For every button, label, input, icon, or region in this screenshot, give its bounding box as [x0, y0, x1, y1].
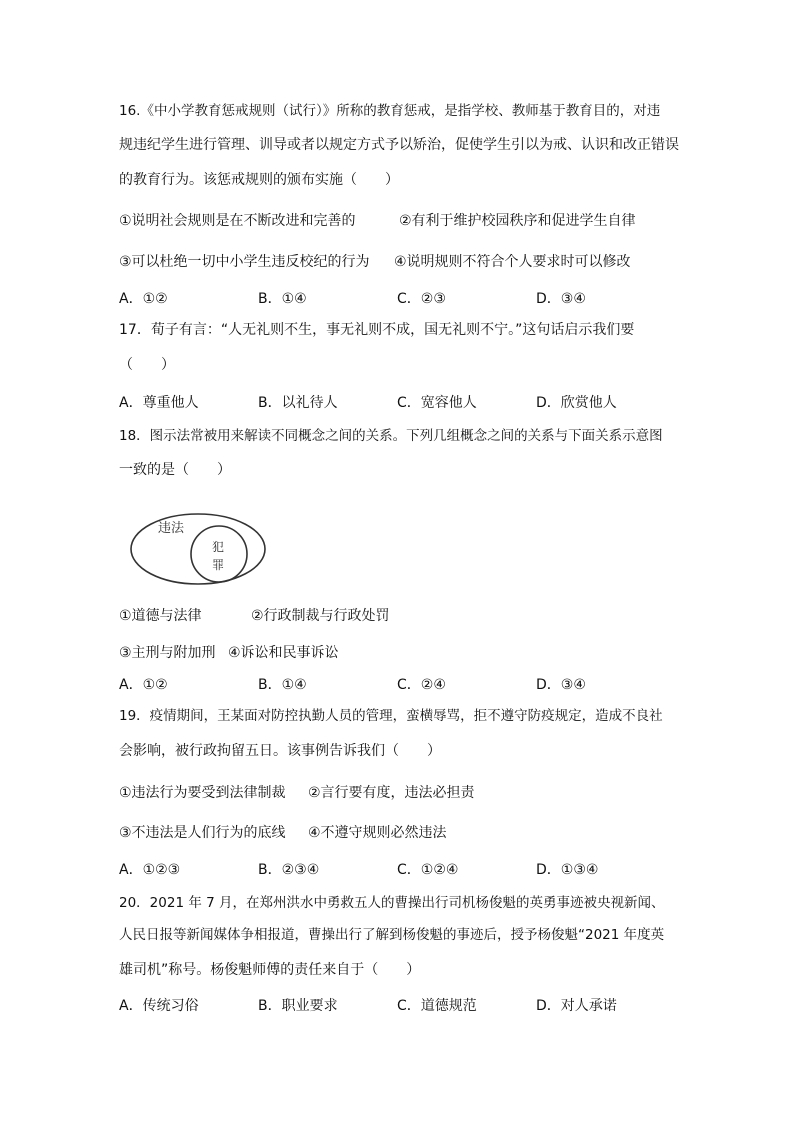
q19-stem-line-2: 会影响，被行政拘留五日。该事例告诉我们（ ） [119, 743, 441, 759]
q16-choice-row-2 [119, 252, 631, 272]
q19-option-a[interactable]: A．①②③ [119, 862, 181, 878]
q16-stem-line-3: 的教育行为。该惩戒规则的颁布实施（ ） [119, 172, 399, 188]
q19-options [119, 860, 679, 880]
q16-choice-3: ③可以杜绝一切中小学生违反校纪的行为 [119, 254, 370, 270]
q18-choice-2: ②行政制裁与行政处罚 [251, 608, 390, 624]
q17-options [119, 393, 679, 413]
q16-option-a[interactable]: A．①② [119, 291, 168, 307]
q19-choice-row-2 [119, 823, 447, 843]
q17-option-d[interactable]: D．欣赏他人 [536, 395, 617, 411]
q20-stem-line-3: 雄司机”称号。杨俊魁师傅的责任来自于（ ） [119, 962, 421, 978]
q19-choice-1: ①违法行为要受到法律制裁 [119, 785, 286, 801]
venn-diagram [128, 512, 268, 588]
q18-option-b[interactable]: B．①④ [258, 677, 307, 693]
q19-choice-4: ④不遵守规则必然违法 [308, 825, 447, 841]
q20-option-c[interactable]: C．道德规范 [397, 998, 477, 1014]
q19-choice-2: ②言行要有度，违法必担责 [308, 785, 475, 801]
q19-option-b[interactable]: B．②③④ [258, 862, 320, 878]
q19-choice-row-1 [119, 783, 475, 803]
q20-stem-line-1: 20．2021 年 7 月，在郑州洪水中勇救五人的曹操出行司机杨俊魁的英勇事迹被央视新闻、 [119, 895, 665, 911]
q20-stem-line-2: 人民日报等新闻媒体争相报道，曹操出行了解到杨俊魁的事迹后，授予杨俊魁“2021 年度英 [119, 927, 665, 943]
outer-label: 违法 [158, 521, 185, 536]
q20-option-a[interactable]: A．传统习俗 [119, 998, 199, 1014]
q18-option-d[interactable]: D．③④ [536, 677, 586, 693]
q18-stem-line-2: 一致的是（ ） [119, 462, 231, 478]
q18-choice-row-1 [119, 606, 390, 626]
q16-choice-row-1 [119, 211, 636, 231]
inner-label-2: 罪 [212, 558, 225, 572]
q18-choice-1: ①道德与法律 [119, 608, 202, 624]
q17-option-c[interactable]: C．宽容他人 [397, 395, 477, 411]
q17-option-b[interactable]: B．以礼待人 [258, 395, 338, 411]
q18-choice-row-2 [119, 643, 339, 663]
q20-option-b[interactable]: B．职业要求 [258, 998, 338, 1014]
q18-stem-line-1: 18．图示法常被用来解读不同概念之间的关系。下列几组概念之间的关系与下面关系示意图 [119, 428, 663, 444]
inner-circle [191, 526, 247, 582]
q16-choice-2: ②有利于维护校园秩序和促进学生自律 [399, 213, 636, 229]
q20-options [119, 996, 679, 1016]
q16-choice-1: ①说明社会规则是在不断改进和完善的 [119, 213, 356, 229]
q17-option-a[interactable]: A．尊重他人 [119, 395, 199, 411]
q16-option-d[interactable]: D．③④ [536, 291, 586, 307]
q16-stem-line-1: 16.《中小学教育惩戒规则（试行）》所称的教育惩戒，是指学校、教师基于教育目的，对违 [119, 103, 661, 119]
q19-option-d[interactable]: D．①③④ [536, 862, 599, 878]
q19-stem-line-1: 19．疫情期间，王某面对防控执勤人员的管理，蛮横辱骂，拒不遵守防疫规定，造成不良社 [119, 708, 663, 724]
q16-options [119, 289, 679, 309]
q17-stem-line-1: 17．荀子有言：“人无礼则不生，事无礼则不成，国无礼则不宁。”这句话启示我们要 [119, 322, 635, 338]
q19-option-c[interactable]: C．①②④ [397, 862, 459, 878]
inner-label-1: 犯 [212, 540, 225, 554]
q18-choice-3: ③主刑与附加刑 [119, 645, 216, 661]
q20-option-d[interactable]: D．对人承诺 [536, 998, 617, 1014]
q16-stem-line-2: 规违纪学生进行管理、训导或者以规定方式予以矫治，促使学生引以为戒、认识和改正错误 [119, 137, 679, 153]
q16-option-b[interactable]: B．①④ [258, 291, 307, 307]
q18-options [119, 675, 679, 695]
q18-option-a[interactable]: A．①② [119, 677, 168, 693]
q16-choice-4: ④说明规则不符合个人要求时可以修改 [394, 254, 631, 270]
q16-option-c[interactable]: C．②③ [397, 291, 446, 307]
q18-choice-4: ④诉讼和民事诉讼 [228, 645, 339, 661]
q18-option-c[interactable]: C．②④ [397, 677, 446, 693]
q19-choice-3: ③不违法是人们行为的底线 [119, 825, 286, 841]
q17-stem-line-2: （ ） [119, 357, 175, 373]
